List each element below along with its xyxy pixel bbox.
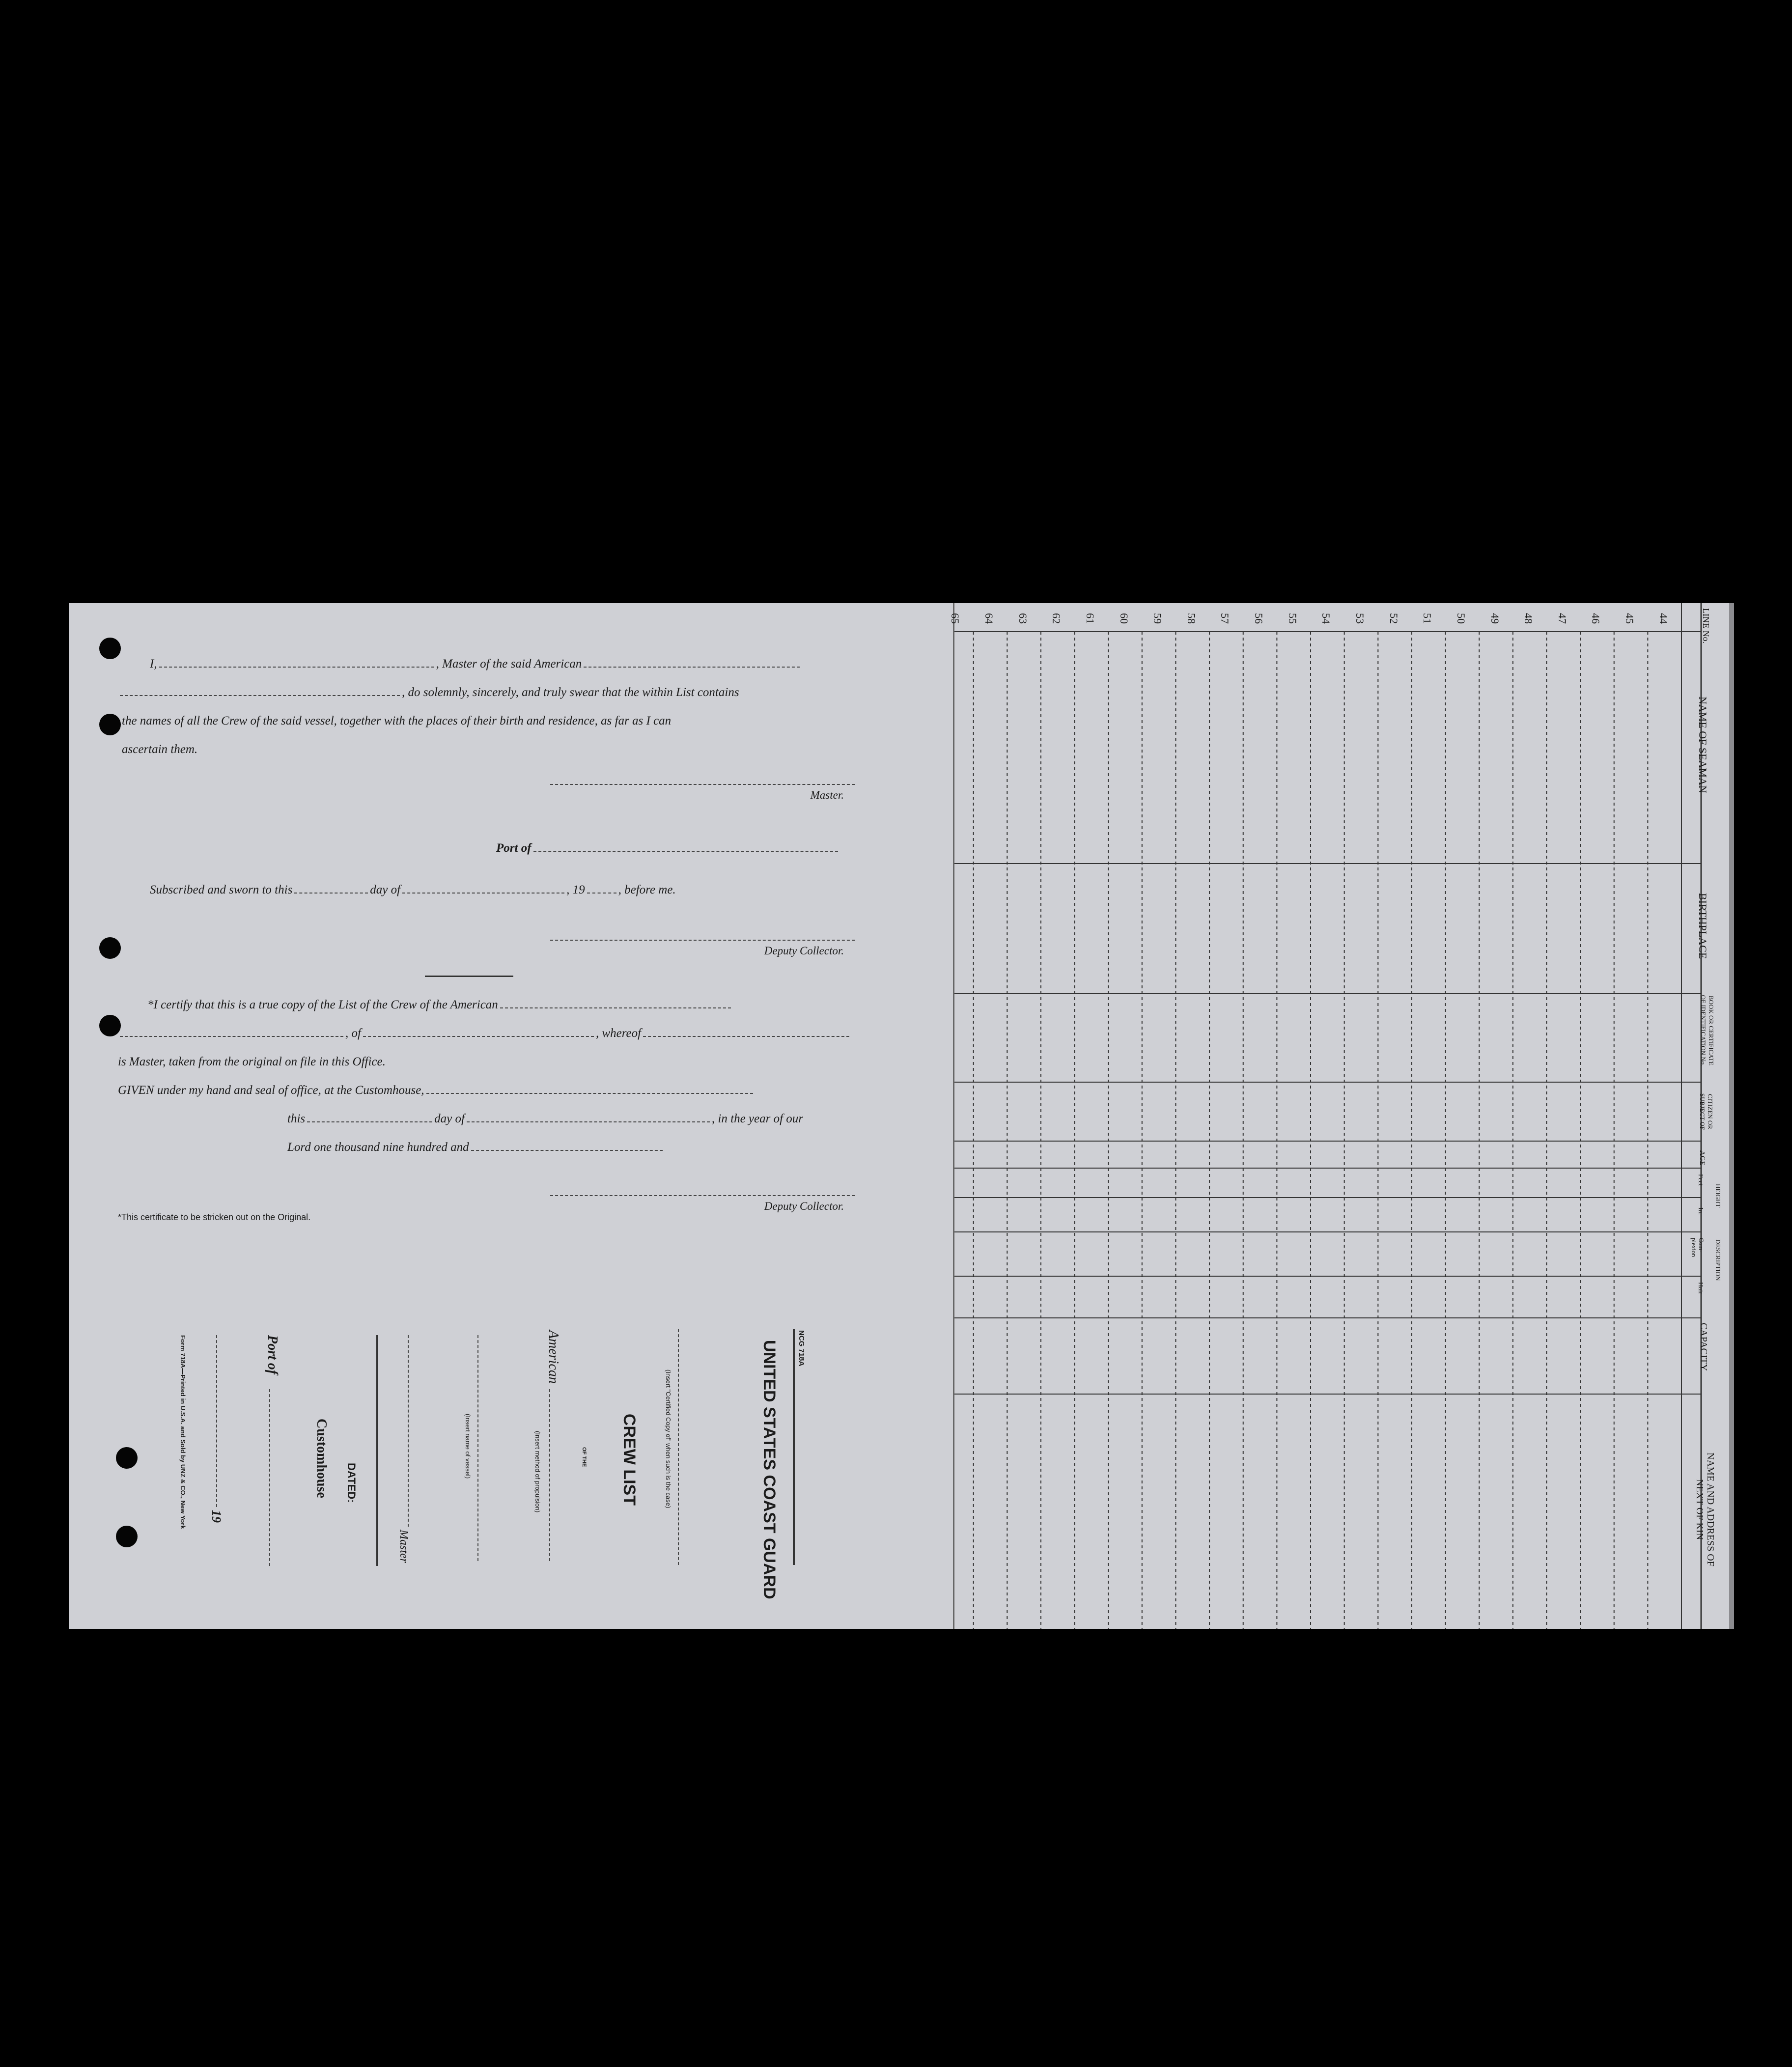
line-number: 46 xyxy=(1590,613,1602,624)
line-number: 59 xyxy=(1151,613,1164,624)
oath-line-2: , do solemnly, sincerely, and truly swear that the within List contains xyxy=(118,686,739,699)
master-dashes xyxy=(408,1335,409,1527)
port-of-cover-label: Port of xyxy=(265,1335,280,1375)
subscribed-line: Subscribed and sworn to this day of , 19 , before me. xyxy=(150,883,676,896)
header-complexion: Com- plexion xyxy=(1690,1238,1705,1257)
certify-line-6: Lord one thousand nine hundred and xyxy=(287,1141,665,1154)
header-line-no: LINE No. xyxy=(1701,608,1711,643)
deputy-collector-line-1: Deputy Collector. xyxy=(550,940,855,941)
line-number: 60 xyxy=(1118,613,1130,624)
insert-note: (Insert "Certified Copy of" when such is the case) xyxy=(665,1369,672,1508)
form-code: NCG 718A xyxy=(797,1330,806,1367)
line-number: 55 xyxy=(1286,613,1299,624)
american-dashes xyxy=(549,1389,550,1561)
header-feet: Feet xyxy=(1697,1174,1704,1186)
year-label: 19 xyxy=(209,1510,224,1523)
ledger-grid xyxy=(954,603,1731,1629)
agency-rule xyxy=(793,1329,795,1565)
printer-note: Form 718A—Printed in U.S.A. and Sold by UNZ & CO., New York xyxy=(179,1335,187,1529)
header-height: HEIGHT xyxy=(1714,1184,1722,1208)
header-citizen: CITIZEN OR SUBJECT OF xyxy=(1699,1093,1714,1130)
line-number: 54 xyxy=(1320,613,1333,624)
oath-line-1: I, , Master of the said American xyxy=(150,657,802,671)
line-number: 61 xyxy=(1084,613,1096,624)
master-label-cover: Master xyxy=(397,1530,410,1563)
header-name-of-seaman: NAME OF SEAMAN xyxy=(1697,697,1709,793)
header-next-of-kin: NAME AND ADDRESS OF NEXT OF KIN xyxy=(1694,1452,1716,1566)
port-of-line: Port of xyxy=(496,841,840,855)
certificate-footnote: *This certificate to be stricken out on the Original. xyxy=(118,1212,311,1222)
line-number: 62 xyxy=(1050,613,1063,624)
certify-line-3: is Master, taken from the original on file in this Office. xyxy=(118,1055,386,1068)
line-number: 50 xyxy=(1455,613,1467,624)
dated-label: DATED: xyxy=(345,1463,358,1503)
oath-line-3: the names of all the Crew of the said vessel, together with the places of their birth and residence, as far as I can xyxy=(122,714,672,727)
line-number: 65 xyxy=(949,613,962,624)
oath-panel xyxy=(69,603,957,1629)
certify-line-5: this day of , in the year of our xyxy=(287,1112,804,1125)
vessel-dashes xyxy=(477,1335,478,1561)
line-number: 57 xyxy=(1219,613,1232,624)
master-rule xyxy=(376,1335,378,1566)
line-number: 56 xyxy=(1253,613,1265,624)
line-number: 45 xyxy=(1624,613,1636,624)
year-dashes xyxy=(216,1335,217,1507)
certify-line-1: *I certify that this is a true copy of the List of the Crew of the American xyxy=(147,998,733,1012)
oath-line-4: ascertain them. xyxy=(122,743,198,756)
propulsion-note: (Insert method of propulsion) xyxy=(534,1431,541,1513)
port-dashes xyxy=(269,1389,270,1566)
header-in: In. xyxy=(1697,1207,1704,1215)
header-capacity: CAPACITY xyxy=(1698,1323,1709,1371)
line-number: 63 xyxy=(1016,613,1029,624)
line-number: 47 xyxy=(1556,613,1568,624)
separator-rule xyxy=(425,976,513,977)
agency-title: UNITED STATES COAST GUARD xyxy=(760,1340,779,1599)
line-number: 48 xyxy=(1522,613,1535,624)
line-number: 52 xyxy=(1387,613,1400,624)
line-number: 53 xyxy=(1353,613,1366,624)
crew-list-title: CREW LIST xyxy=(620,1414,639,1506)
header-book: BOOK OR CERTIFICATE OF IDENTIFICATION No. xyxy=(1700,995,1715,1066)
of-the-label: OF THE xyxy=(581,1447,587,1467)
american-label: American xyxy=(546,1330,561,1384)
line-number: 64 xyxy=(982,613,995,624)
insert-dashes xyxy=(678,1329,679,1565)
master-signature-line: Master. xyxy=(550,784,855,785)
vessel-note: (Insert name of vessel) xyxy=(464,1414,472,1479)
customhouse-label: Customhouse xyxy=(314,1419,329,1498)
line-number: 51 xyxy=(1421,613,1434,624)
header-hair: Hair xyxy=(1697,1282,1704,1294)
deputy-collector-line-2: Deputy Collector. xyxy=(550,1195,855,1196)
line-number: 44 xyxy=(1657,613,1670,624)
crew-ledger xyxy=(949,603,1731,1629)
line-number: 49 xyxy=(1488,613,1501,624)
header-birthplace: BIRTHPLACE xyxy=(1697,893,1709,959)
line-number: 58 xyxy=(1185,613,1198,624)
certify-line-2: , of , whereof xyxy=(118,1027,851,1040)
header-description: DESCRIPTION xyxy=(1714,1239,1722,1281)
header-age: AGE xyxy=(1698,1150,1706,1166)
crew-list-sheet xyxy=(69,603,1734,1629)
certify-line-4: GIVEN under my hand and seal of office, at the Customhouse, xyxy=(118,1084,755,1097)
